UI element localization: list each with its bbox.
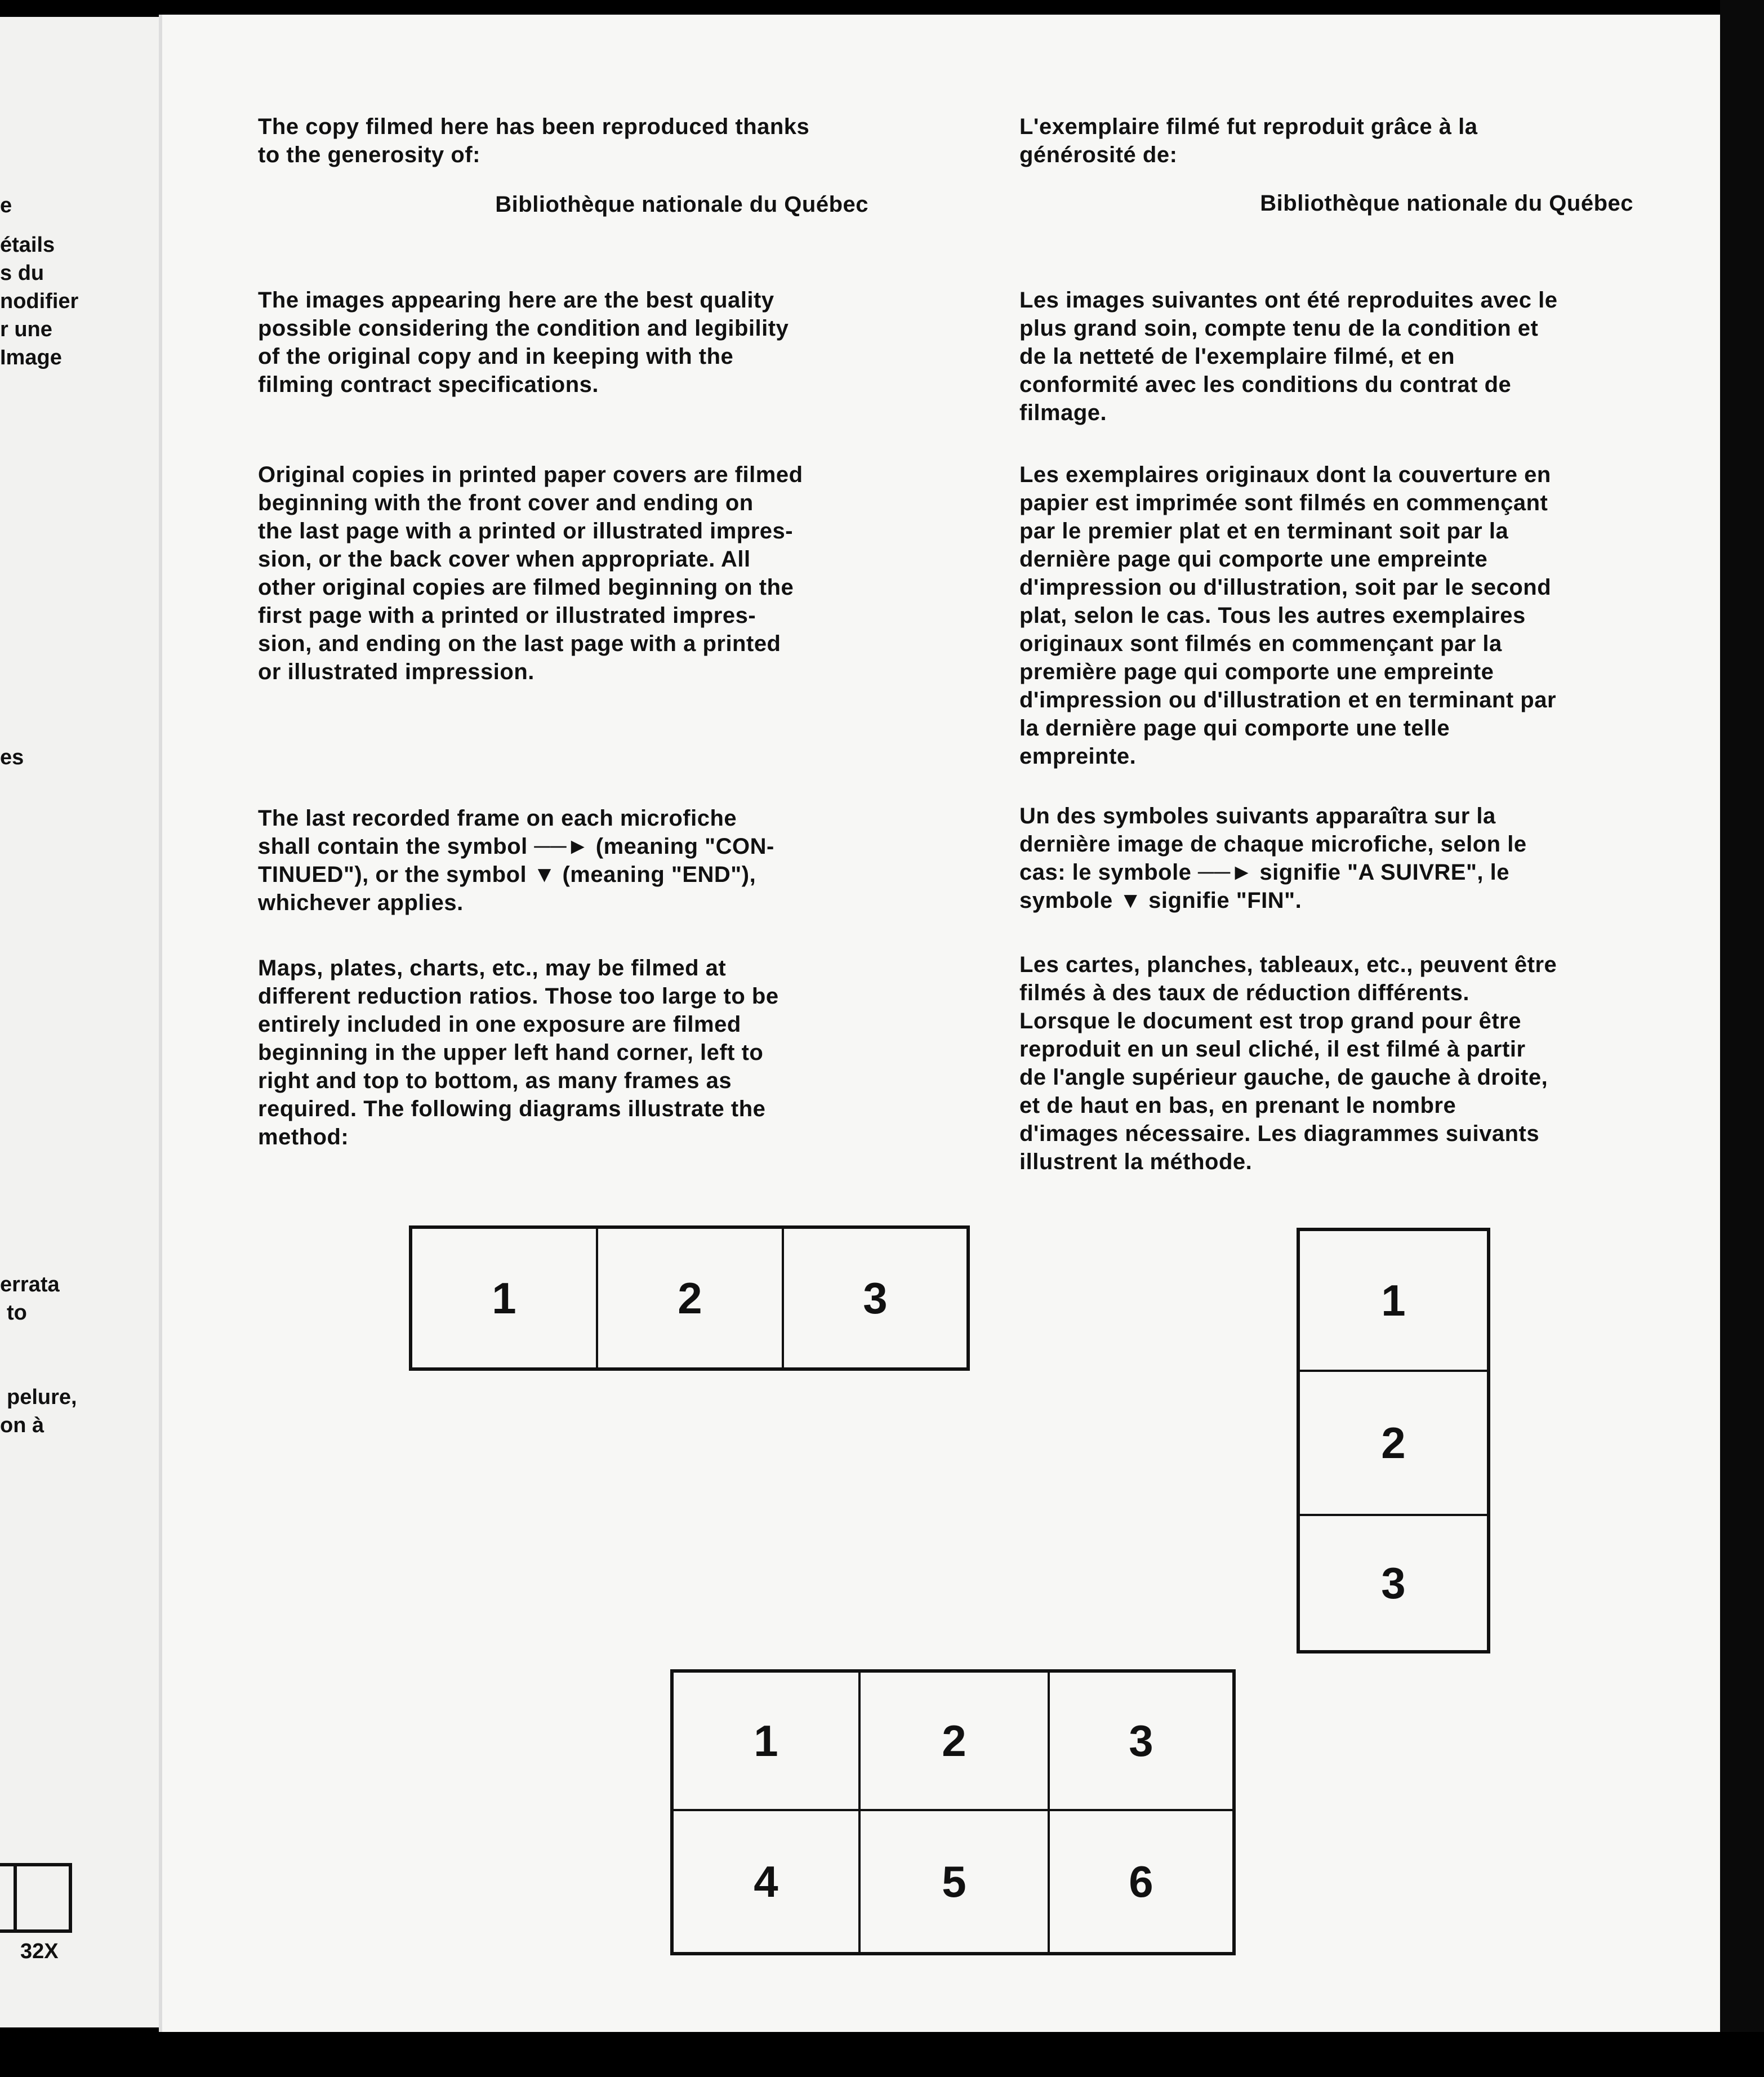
english-symbols-paragraph: The last recorded frame on each microfiche shall contain the symbol ──► (meaning "CON- TINUED"), or the symbol ▼ (meaning "END"), whichever applies. bbox=[258, 806, 774, 915]
frame-cell: 2 bbox=[598, 1229, 784, 1367]
frame-cell: 4 bbox=[674, 1811, 861, 1952]
frame-cell: 2 bbox=[1300, 1372, 1487, 1516]
english-maps-paragraph: Maps, plates, charts, etc., may be filmed at different reduction ratios. Those too large to be entirely included in one exposure are filmed beginning in the upper left hand corner, left to right and top to bottom, as many frames as required. The following diagrams illustrate the method: bbox=[258, 956, 779, 1149]
fragment-text-line: Image bbox=[0, 346, 62, 369]
english-source-institution: Bibliothèque nationale du Québec bbox=[495, 192, 868, 217]
frame-cell: 1 bbox=[1300, 1231, 1487, 1372]
reduction-scale-box bbox=[0, 1863, 72, 1933]
diagram-vertical-three-frames bbox=[1297, 1228, 1490, 1653]
fragment-text-line: s du bbox=[0, 261, 44, 285]
fragment-text-line: nodifier bbox=[0, 289, 79, 313]
frame-cell: 3 bbox=[1050, 1673, 1232, 1811]
fragment-text-line: étails bbox=[0, 233, 55, 257]
french-intro: L'exemplaire filmé fut reproduit grâce à la générosité de: bbox=[1019, 114, 1478, 167]
french-quality-paragraph: Les images suivantes ont été reproduites avec le plus grand soin, compte tenu de la condition et de la netteté de l'exemplaire filmé, et en conformité avec les conditions du contrat de filmage. bbox=[1019, 288, 1558, 425]
reduction-label: 32X bbox=[20, 1940, 59, 1963]
diagram-six-frame-grid bbox=[670, 1669, 1236, 1955]
english-quality-paragraph: The images appearing here are the best quality possible considering the condition and legibility of the original copy and in keeping with the filming contract specifications. bbox=[258, 288, 789, 397]
fragment-text-line: pelure, bbox=[7, 1385, 77, 1409]
fragment-text-line: es bbox=[0, 746, 24, 769]
diagram-horizontal-three-frames bbox=[409, 1225, 970, 1371]
film-edge-bottom bbox=[0, 2032, 1764, 2077]
frame-cell: 3 bbox=[1381, 1558, 1406, 1608]
previous-page-fragment bbox=[0, 17, 159, 2027]
frame-cell: 1 bbox=[674, 1673, 861, 1811]
fragment-text-line: r une bbox=[0, 318, 52, 341]
french-covers-paragraph: Les exemplaires originaux dont la couverture en papier est imprimée sont filmés en commençant par le premier plat et en terminant soit par la dernière page qui comporte une empreinte d'impression ou d'illustration, soit par le second plat, selon le cas. Tous les autres exemplaires originaux sont filmés en commençant par la première page qui comporte une empreinte d'impression ou d'illustration et en terminant par la dernière page qui comporte une telle empreinte. bbox=[1019, 462, 1557, 769]
frame-cell: 6 bbox=[1129, 1856, 1153, 1906]
frame-cell: 3 bbox=[863, 1273, 888, 1323]
french-symbols-paragraph: Un des symboles suivants apparaîtra sur la dernière image de chaque microfiche, selon le cas: le symbole ──► signifie "A SUIVRE", le symbole ▼ signifie "FIN". bbox=[1019, 804, 1527, 913]
fragment-text-line: to bbox=[7, 1301, 27, 1325]
french-source-institution: Bibliothèque nationale du Québec bbox=[1260, 191, 1633, 216]
fragment-text-line: errata bbox=[0, 1273, 60, 1296]
french-maps-paragraph: Les cartes, planches, tableaux, etc., peuvent être filmés à des taux de réduction différents. Lorsque le document est trop grand pour être reproduit en un seul cliché, il est filmé à partir de l'angle supérieur gauche, de gauche à droite, et de haut en bas, en prenant le nombre d'images nécessaire. Les diagrammes suivants illustrent la méthode. bbox=[1019, 952, 1557, 1174]
english-covers-paragraph: Original copies in printed paper covers are filmed beginning with the front cover and ending on the last page with a printed or illustrated impres- sion, or the back cover when appropriate. All other original copies are filmed beginning on the first page with a printed or illustrated impres- sion, and ending on the last page with a printed or illustrated impression. bbox=[258, 462, 803, 684]
fragment-text-line: on à bbox=[0, 1414, 44, 1437]
frame-cell: 1 bbox=[412, 1229, 598, 1367]
fragment-text-line: e bbox=[0, 194, 12, 217]
frame-cell: 5 bbox=[861, 1811, 1050, 1952]
english-intro: The copy filmed here has been reproduced thanks to the generosity of: bbox=[258, 114, 810, 167]
frame-cell: 2 bbox=[861, 1673, 1050, 1811]
film-edge-right bbox=[1720, 0, 1764, 2077]
